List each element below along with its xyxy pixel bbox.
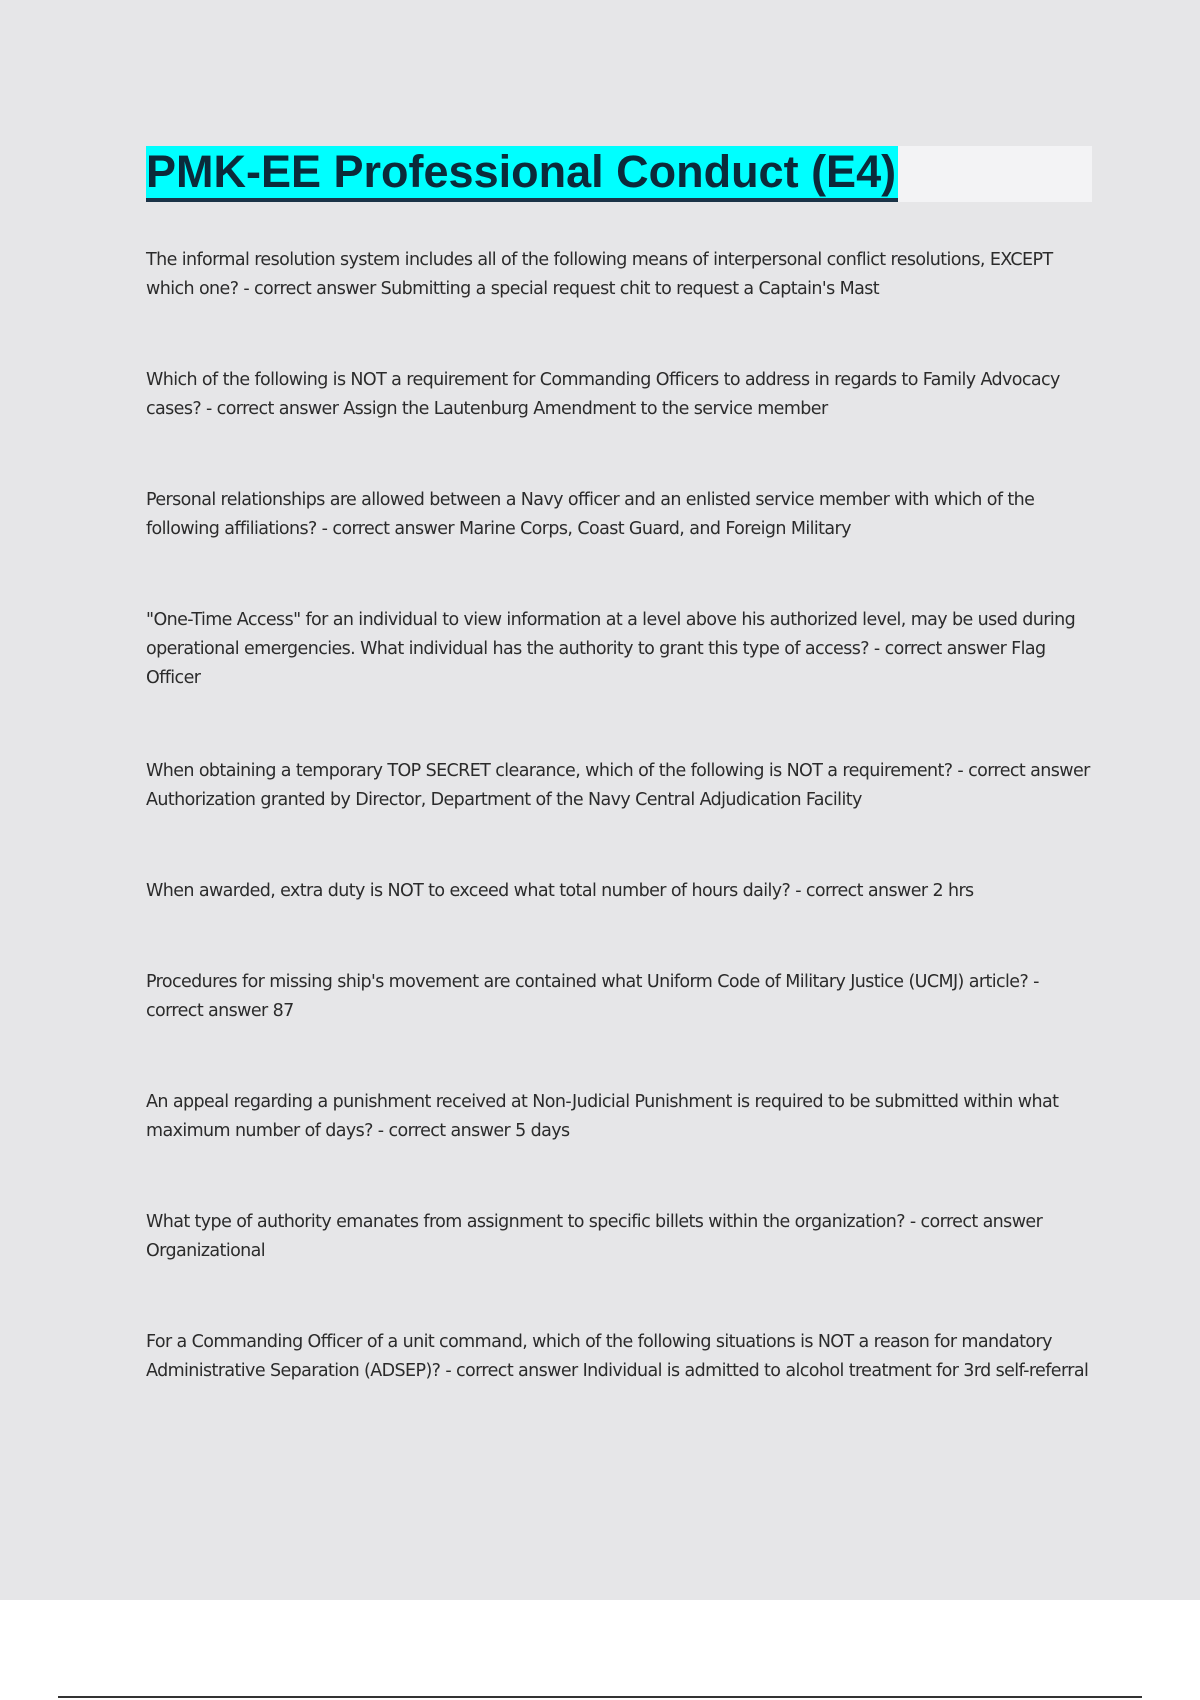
document-title: PMK-EE Professional Conduct (E4) xyxy=(146,146,898,202)
question-answer-item: The informal resolution system includes all of the following means of interpersonal conflict resolutions, EXCEPT which one? - correct answer Submitting a special request chit to request a Captain's Mast xyxy=(146,250,1053,299)
question-answer-item: Procedures for missing ship's movement are contained what Uniform Code of Military Justice (UCMJ) article? - correct answer 87 xyxy=(146,972,1039,1021)
question-answer-item: "One-Time Access" for an individual to view information at a level above his authorized level, may be used during operational emergencies. What individual has the authority to grant this type of access? - correct answer Flag Officer xyxy=(146,610,1076,688)
question-answer-item: An appeal regarding a punishment received at Non-Judicial Punishment is required to be submitted within what maximum number of days? - correct answer 5 days xyxy=(146,1092,1059,1141)
footer-divider xyxy=(58,1696,1142,1698)
question-answer-item: Personal relationships are allowed between a Navy officer and an enlisted service member with which of the following affiliations? - correct answer Marine Corps, Coast Guard, and Foreign Military xyxy=(146,490,1035,539)
question-answer-item: What type of authority emanates from assignment to specific billets within the organization? - correct answer Organizational xyxy=(146,1212,1043,1261)
question-answer-item: When awarded, extra duty is NOT to exceed what total number of hours daily? - correct answer 2 hrs xyxy=(146,881,974,901)
question-answer-item: Which of the following is NOT a requirement for Commanding Officers to address in regards to Family Advocacy cases? - correct answer Assign the Lautenburg Amendment to the service member xyxy=(146,370,1060,419)
question-answer-item: When obtaining a temporary TOP SECRET clearance, which of the following is NOT a requirement? - correct answer Authorization granted by Director, Department of the Navy Central Adjudication Facility xyxy=(146,761,1090,810)
question-answer-item: For a Commanding Officer of a unit command, which of the following situations is NOT a reason for mandatory Administrative Separation (ADSEP)? - correct answer Individual is admitted to alcohol treatment for 3rd self-referral xyxy=(146,1332,1089,1381)
